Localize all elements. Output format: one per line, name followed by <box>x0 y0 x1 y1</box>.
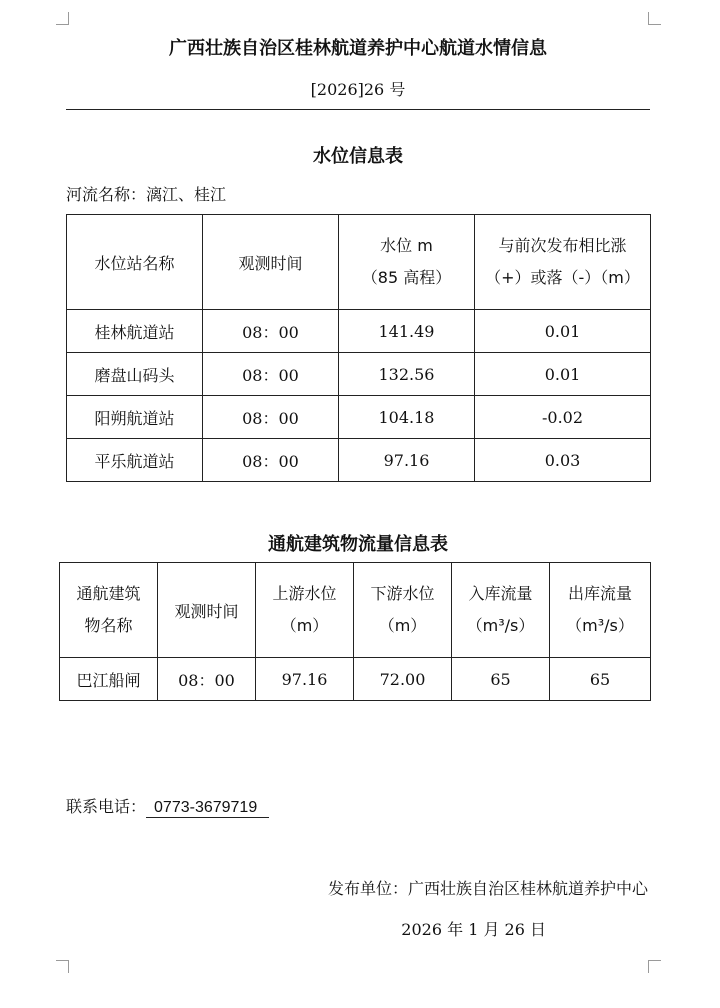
water-level-cell: 104.18 <box>339 396 475 439</box>
level-change-cell: -0.02 <box>475 396 651 439</box>
header-water-level-line1: 水位 m <box>380 236 433 255</box>
observation-time-cell: 08：00 <box>203 396 339 439</box>
table-row <box>67 353 651 396</box>
water-level-cell: 141.49 <box>339 310 475 353</box>
crop-mark-top-left <box>56 12 69 25</box>
contact-label: 联系电话： <box>66 797 147 816</box>
water-level-table <box>66 214 651 482</box>
publisher-line: 发布单位：广西壮族自治区桂林航道养护中心 <box>327 879 648 898</box>
upstream-level-cell: 97.16 <box>256 658 354 701</box>
contact-phone: 0773-3679719 <box>146 799 269 818</box>
header-station-name: 水位站名称 <box>67 215 203 310</box>
level-change-cell: 0.01 <box>475 310 651 353</box>
observation-time-cell: 08：00 <box>158 658 256 701</box>
level-change-cell: 0.03 <box>475 439 651 482</box>
table-row <box>60 658 651 701</box>
table-row <box>67 310 651 353</box>
water-level-table-title: 水位信息表 <box>313 146 403 167</box>
observation-time-cell: 08：00 <box>203 439 339 482</box>
inflow-cell: 65 <box>452 658 550 701</box>
header-downstream-level <box>354 563 452 658</box>
level-change-cell: 0.01 <box>475 353 651 396</box>
table-header-row <box>60 563 651 658</box>
table-row <box>67 439 651 482</box>
flow-table-title: 通航建筑物流量信息表 <box>268 534 448 555</box>
header-outflow <box>550 563 651 658</box>
header-observation-time: 观测时间 <box>158 563 256 658</box>
header-upstream-level-line2: （m） <box>280 616 329 635</box>
flow-table <box>59 562 651 701</box>
table-row <box>67 396 651 439</box>
header-structure-name-line1: 通航建筑 <box>76 584 141 603</box>
crop-mark-bottom-right <box>648 960 661 973</box>
header-structure-name-line2: 物名称 <box>84 616 133 635</box>
publish-date: 2026 年 1 月 26 日 <box>401 920 546 939</box>
header-inflow <box>452 563 550 658</box>
header-level-change-line2: （+）或落（-）（m） <box>485 268 640 287</box>
header-outflow-line2: （m³/s） <box>566 616 634 635</box>
header-upstream-level-line1: 上游水位 <box>272 584 337 603</box>
water-level-cell: 97.16 <box>339 439 475 482</box>
header-downstream-level-line1: 下游水位 <box>370 584 435 603</box>
station-name-cell: 平乐航道站 <box>67 439 203 482</box>
structure-name-cell: 巴江船闸 <box>60 658 158 701</box>
header-inflow-line1: 入库流量 <box>468 584 533 603</box>
header-structure-name <box>60 563 158 658</box>
document-number: [2026]26 号 <box>310 80 406 99</box>
header-upstream-level <box>256 563 354 658</box>
document-title: 广西壮族自治区桂林航道养护中心航道水情信息 <box>169 38 547 59</box>
header-outflow-line1: 出库流量 <box>567 584 632 603</box>
river-name-label: 河流名称：漓江、桂江 <box>66 185 227 204</box>
station-name-cell: 阳朔航道站 <box>67 396 203 439</box>
crop-mark-top-right <box>648 12 661 25</box>
header-level-change <box>475 215 651 310</box>
crop-mark-bottom-left <box>56 960 69 973</box>
table-header-row <box>67 215 651 310</box>
outflow-cell: 65 <box>550 658 651 701</box>
header-observation-time: 观测时间 <box>203 215 339 310</box>
header-water-level <box>339 215 475 310</box>
observation-time-cell: 08：00 <box>203 353 339 396</box>
header-level-change-line1: 与前次发布相比涨 <box>498 236 627 255</box>
water-level-cell: 132.56 <box>339 353 475 396</box>
observation-time-cell: 08：00 <box>203 310 339 353</box>
downstream-level-cell: 72.00 <box>354 658 452 701</box>
header-inflow-line2: （m³/s） <box>466 616 535 635</box>
station-name-cell: 桂林航道站 <box>67 310 203 353</box>
header-water-level-line2: （85 高程） <box>361 268 452 287</box>
contact-line <box>66 794 269 818</box>
header-downstream-level-line2: （m） <box>378 616 427 635</box>
station-name-cell: 磨盘山码头 <box>67 353 203 396</box>
header-divider <box>66 109 650 110</box>
